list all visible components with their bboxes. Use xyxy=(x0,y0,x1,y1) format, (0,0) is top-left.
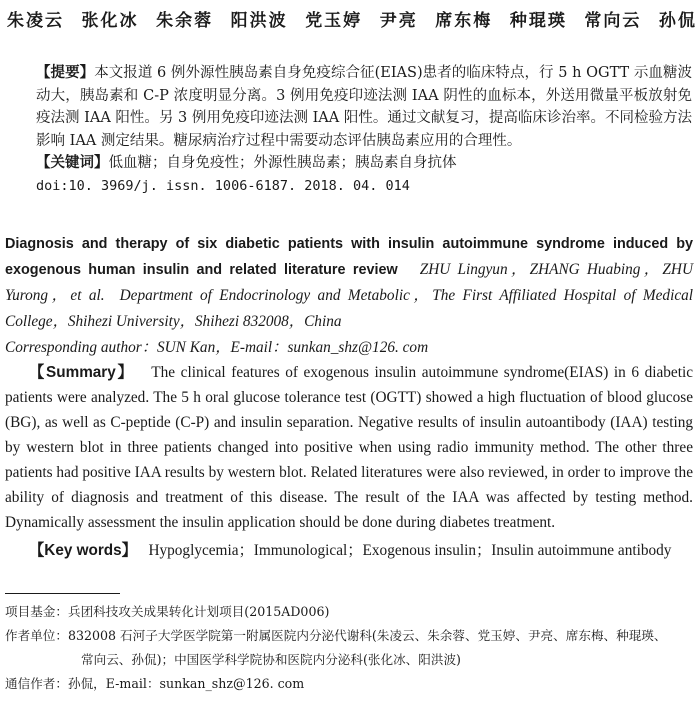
author-name: 朱余蓉 xyxy=(156,11,214,31)
summary-label: 【Summary】 xyxy=(29,364,135,381)
cn-keywords-text: 低血糖；自身免疫性；外源性胰岛素；胰岛素自身抗体 xyxy=(108,155,457,171)
affiliation-note: 作者单位：832008 石河子大学医学院第一附属医院内分泌代谢科(朱凌云、朱余蓉、党玉婷、尹亮、席东梅、种琨瑛、 xyxy=(5,628,667,643)
doi-line: doi:10. 3969/j. issn. 1006-6187. 2018. 04. 014 xyxy=(36,177,410,194)
cn-summary-label: 【提要】 xyxy=(36,65,95,81)
author-name: 孙侃 xyxy=(658,11,697,31)
english-title: Diagnosis and therapy of six diabetic patients with insulin autoimmune syndrome induced by exogenous human insulin and related literature review xyxy=(5,236,693,278)
cn-summary-text: 本文报道 6 例外源性胰岛素自身免疫综合征(EIAS)患者的临床特点，行 5 h OGTT 示血糖波动大，胰岛素和 C-P 浓度明显分离。3 例用免疫印迹法测 IAA 阴性的血标本，外送用微量平板放射免疫法测 IAA 阳性。另 3 例用免疫印迹法测 IAA 阳性。通过文献复习，提高临床诊治率。不同检验方法影响 IAA 测定结果。糖尿病治疗过程中需要动态评估胰岛素应用的合理性。 xyxy=(36,65,693,149)
english-affiliation: Department of Endocrinology and Metabolic，The First Affiliated Hospital of Medical College，Shihezi University，Shihezi 832008，China xyxy=(5,287,694,330)
cn-keywords-paragraph xyxy=(8,152,692,175)
keywords-label: 【Key words】 xyxy=(29,542,137,559)
fund-note: 项目基金：兵团科技攻关成果转化计划项目(2015AD006) xyxy=(5,604,330,619)
cn-keywords-label: 【关键词】 xyxy=(36,155,109,171)
english-keywords-paragraph xyxy=(5,538,693,563)
author-name: 尹亮 xyxy=(379,11,418,31)
author-name: 朱凌云 xyxy=(7,11,64,31)
author-name: 党玉婷 xyxy=(305,11,363,31)
english-summary-paragraph xyxy=(5,360,693,535)
cn-summary-paragraph xyxy=(8,62,692,152)
summary-text: The clinical features of exogenous insulin autoimmune syndrome(EIAS) in 6 diabetic patients were analyzed. The 5 h oral glucose tolerance test (OGTT) showed a high fluctuation of blood glucose (BG), as well as C-peptide (C-P) and insulin separation. Negative results of insulin autoantibody (IAA) testing by western blot in three patients changed into positive when using radio immunity method. The other three patients had positive IAA results by western blot. Related literatures were also reviewed, in order to improve the ability of diagnosis and treatment of this disease. The result of the IAA was affected by testing method. Dynamically assessment the insulin application should be done during diabetes treatment. xyxy=(5,364,693,531)
author-name: 席东梅 xyxy=(435,11,493,31)
english-title-paragraph xyxy=(5,232,693,335)
footnote-divider xyxy=(5,593,120,594)
footnotes xyxy=(5,600,695,696)
author-name: 阳洪波 xyxy=(230,11,288,31)
english-corresponding-author: Corresponding author：SUN Kan，E-mail：sunkan_shz@126. com xyxy=(5,339,429,356)
author-name: 种琨瑛 xyxy=(509,11,567,31)
english-abstract xyxy=(5,232,693,563)
author-name: 常向云 xyxy=(584,11,642,31)
corresponding-note: 通信作者：孙侃，E-mail：sunkan_shz@126. com xyxy=(5,676,305,691)
chinese-abstract xyxy=(8,62,692,197)
author-list xyxy=(7,8,697,34)
affiliation-note-continued: 常向云、孙侃)；中国医学科学院协和医院内分泌科(张化冰、阳洪波) xyxy=(81,652,461,667)
author-name: 张化冰 xyxy=(81,11,139,31)
keywords-text: Hypoglycemia；Immunological；Exogenous insulin；Insulin autoimmune antibody xyxy=(148,542,672,559)
english-authors: ZHU Lingyun，ZHANG Huabing，ZHU Yurong，et al. xyxy=(5,261,694,304)
